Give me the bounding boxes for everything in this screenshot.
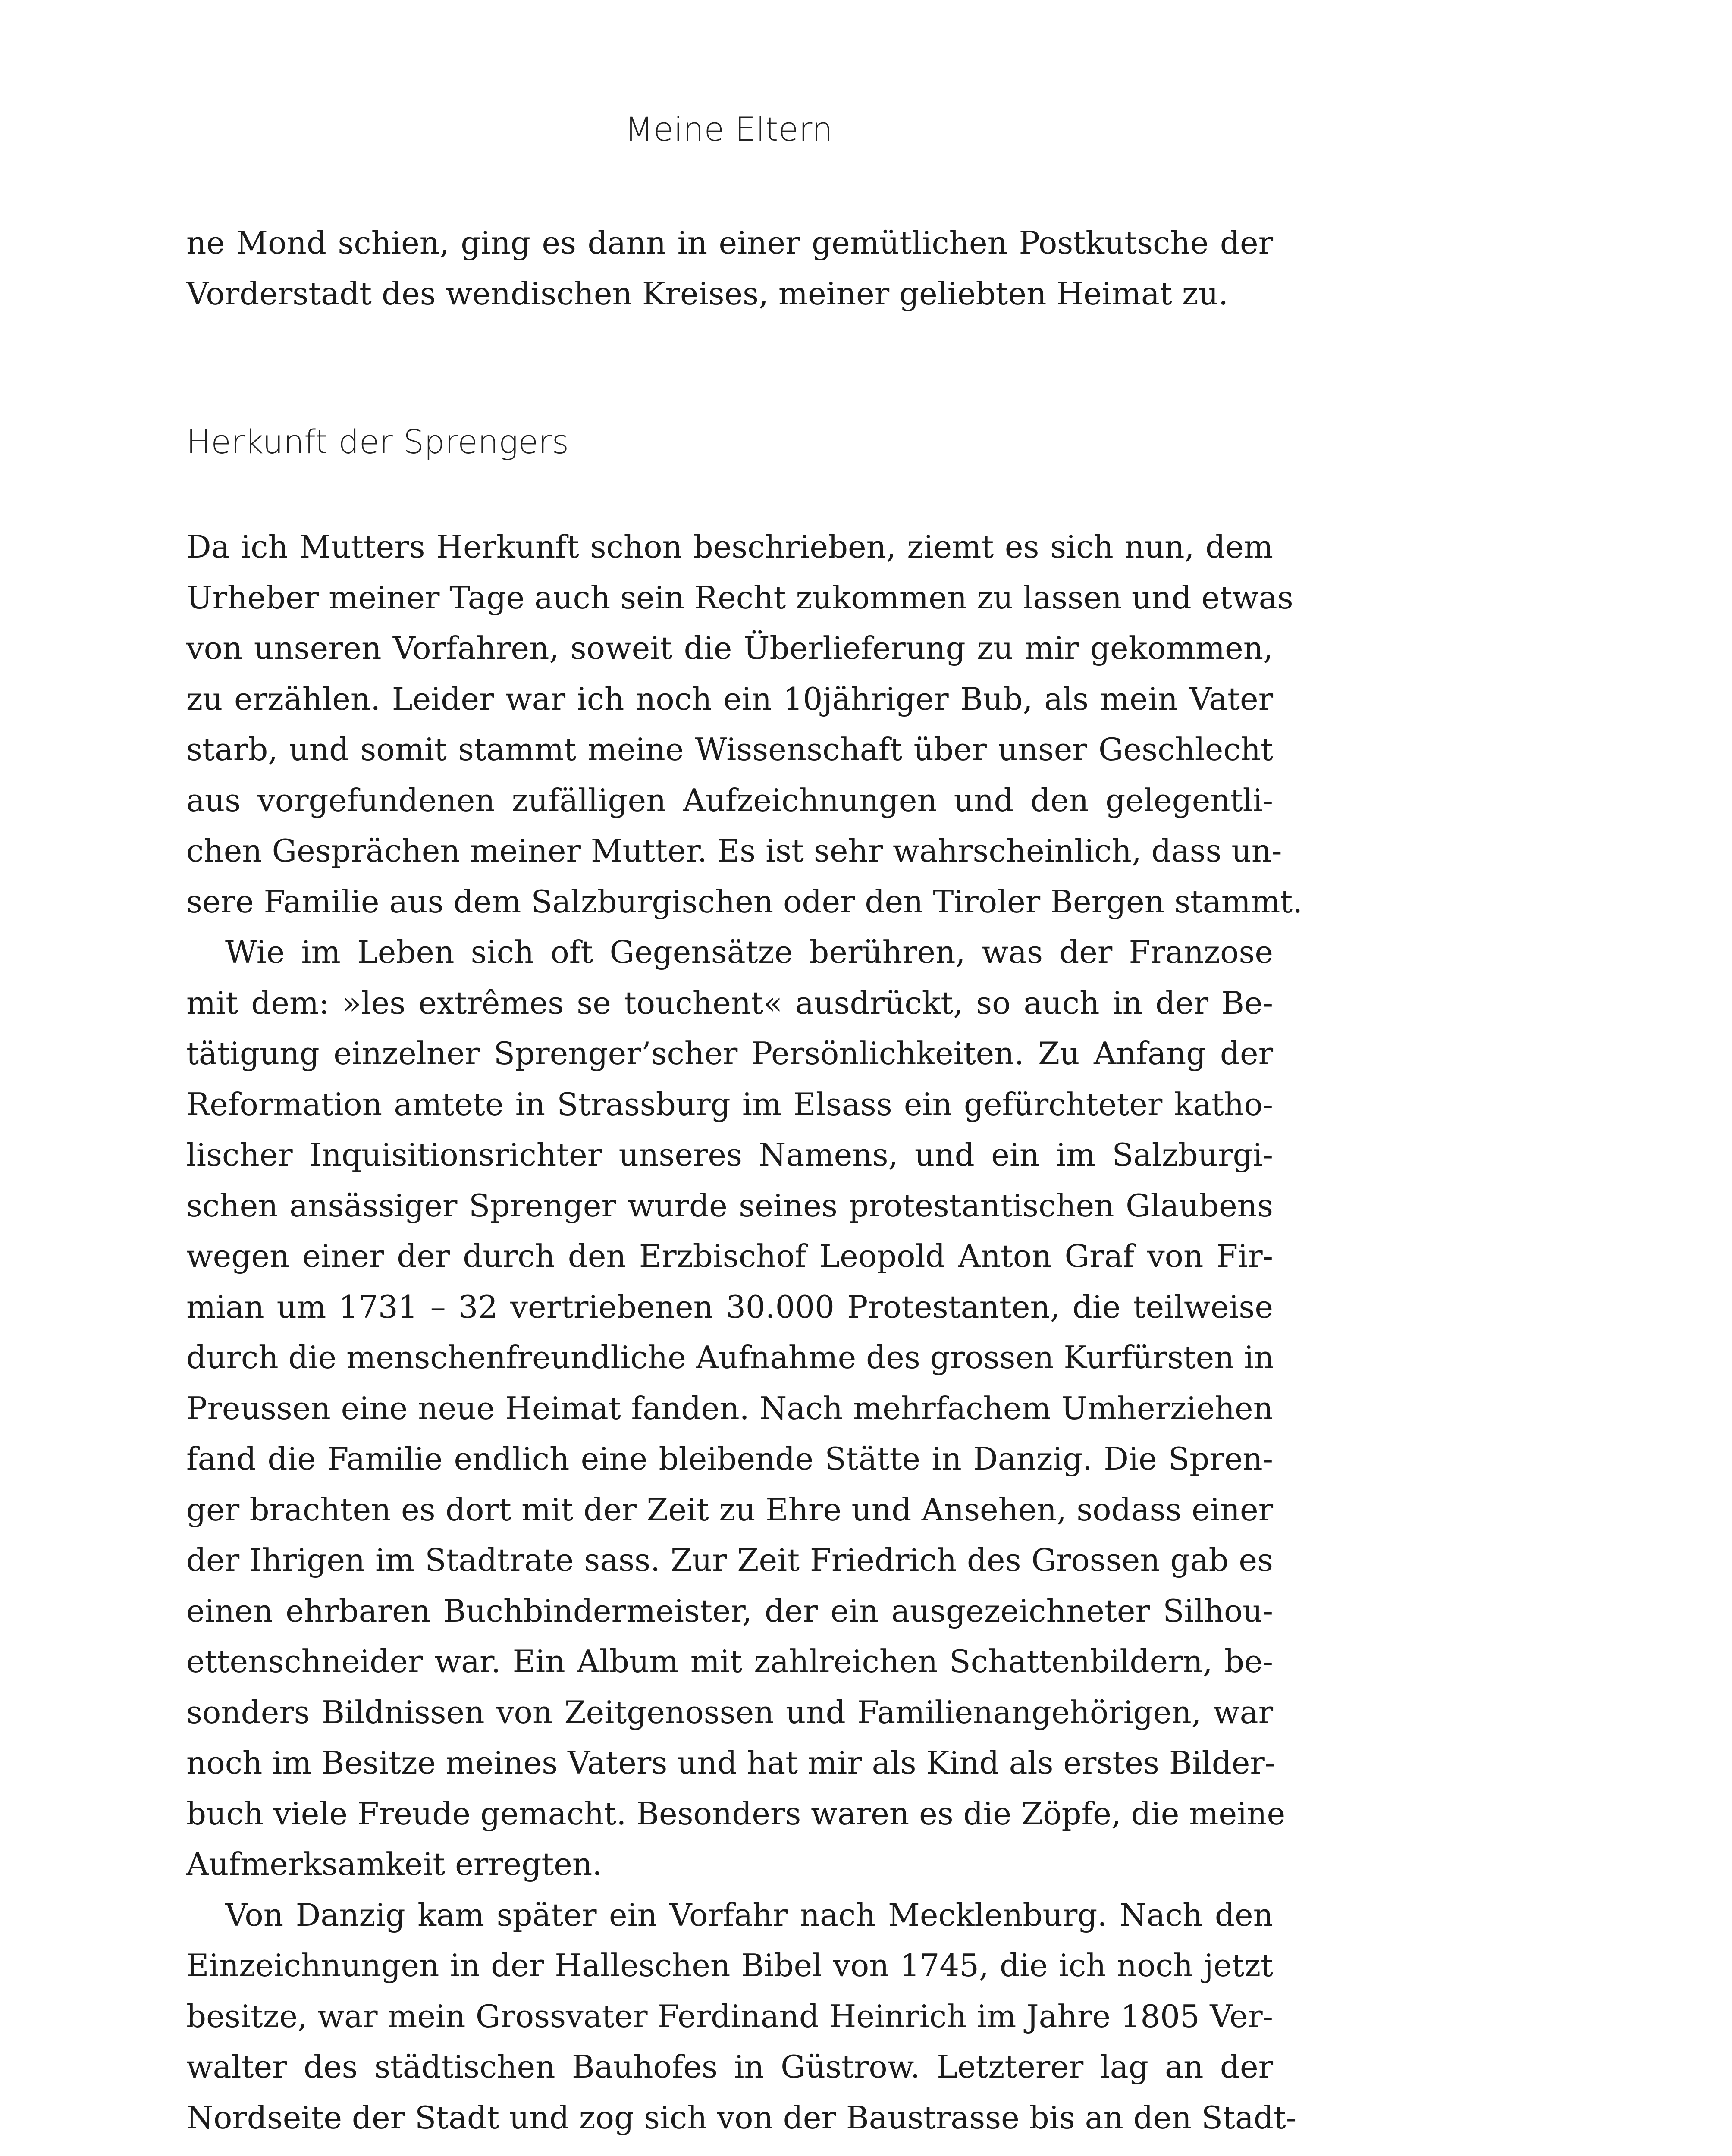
text-line: Preussen eine neue Heimat fanden. Nach mehrfachem Umherziehen — [186, 1390, 1273, 1426]
text-line: Wie im Leben sich oft Gegensätze berühren, was der Franzose — [225, 934, 1273, 970]
text-line: sere Familie aus dem Salzburgischen oder den Tiroler Bergen stammt. — [186, 883, 1303, 920]
text-line: walter des städtischen Bauhofes in Güstrow. Letzterer lag an der — [186, 2049, 1273, 2085]
text-line: Vorderstadt des wendischen Kreises, meiner geliebten Heimat zu. — [186, 275, 1228, 312]
text-line: sonders Bildnissen von Zeitgenossen und Familienangehörigen, war — [186, 1694, 1273, 1730]
text-line: schen ansässiger Sprenger wurde seines protestantischen Glaubens — [186, 1187, 1273, 1224]
text-line: durch die menschenfreundliche Aufnahme des grossen Kurfürsten in — [186, 1339, 1274, 1376]
text-line: Nordseite der Stadt und zog sich von der Baustrasse bis an den Stadt- — [186, 2099, 1297, 2136]
text-line: ger brachten es dort mit der Zeit zu Ehre und Ansehen, sodass einer — [186, 1491, 1273, 1528]
text-line: besitze, war mein Grossvater Ferdinand Heinrich im Jahre 1805 Ver- — [186, 1998, 1273, 2034]
text-line: Reformation amtete in Strassburg im Elsass ein gefürchteter katho- — [186, 1086, 1273, 1122]
body-text — [186, 522, 1303, 2143]
section-heading: Herkunft der Sprengers — [186, 423, 569, 461]
text-line: chen Gesprächen meiner Mutter. Es ist sehr wahrscheinlich, dass un- — [186, 833, 1282, 869]
text-line: Von Danzig kam später ein Vorfahr nach Mecklenburg. Nach den — [225, 1896, 1273, 1933]
text-line: der Ihrigen im Stadtrate sass. Zur Zeit Friedrich des Grossen gab es — [186, 1542, 1273, 1578]
text-line: mian um 1731 – 32 vertriebenen 30.000 Protestanten, die teilweise — [186, 1288, 1273, 1325]
text-line: zu erzählen. Leider war ich noch ein 10jähriger Bub, als mein Vater — [186, 680, 1273, 717]
text-line: mit dem: »les extrêmes se touchent« ausdrückt, so auch in der Be- — [186, 984, 1273, 1021]
running-head: Meine Eltern — [624, 110, 833, 148]
text-line: Aufmerksamkeit erregten. — [186, 1846, 602, 1882]
text-line: aus vorgefundenen zufälligen Aufzeichnungen und den gelegentli- — [186, 782, 1273, 818]
text-line: tätigung einzelner Sprenger’scher Persönlichkeiten. Zu Anfang der — [186, 1035, 1273, 1072]
intro-paragraph — [186, 218, 1273, 319]
text-line: Einzeichnungen in der Halleschen Bibel von 1745, die ich noch jetzt — [186, 1947, 1273, 1984]
text-line: wegen einer der durch den Erzbischof Leopold Anton Graf von Fir- — [186, 1238, 1273, 1274]
text-line: buch viele Freude gemacht. Besonders waren es die Zöpfe, die meine — [186, 1795, 1286, 1832]
text-line: ettenschneider war. Ein Album mit zahlreichen Schattenbildern, be- — [186, 1643, 1273, 1680]
text-line: ne Mond schien, ging es dann in einer gemütlichen Postkutsche der — [186, 225, 1273, 261]
text-line: Urheber meiner Tage auch sein Recht zukommen zu lassen und etwas — [186, 579, 1293, 616]
text-line: noch im Besitze meines Vaters und hat mir als Kind als erstes Bilder- — [186, 1745, 1276, 1781]
text-line: fand die Familie endlich eine bleibende Stätte in Danzig. Die Spren- — [186, 1441, 1273, 1477]
text-line: einen ehrbaren Buchbindermeister, der ein ausgezeichneter Silhou- — [186, 1592, 1273, 1629]
text-line: von unseren Vorfahren, soweit die Überlieferung zu mir gekommen, — [186, 630, 1273, 666]
text-line: lischer Inquisitionsrichter unseres Namens, und ein im Salzburgi- — [186, 1137, 1273, 1173]
text-line: starb, und somit stammt meine Wissenschaft über unser Geschlecht — [186, 731, 1273, 768]
text-line: Da ich Mutters Herkunft schon beschrieben, ziemt es sich nun, dem — [186, 529, 1273, 565]
